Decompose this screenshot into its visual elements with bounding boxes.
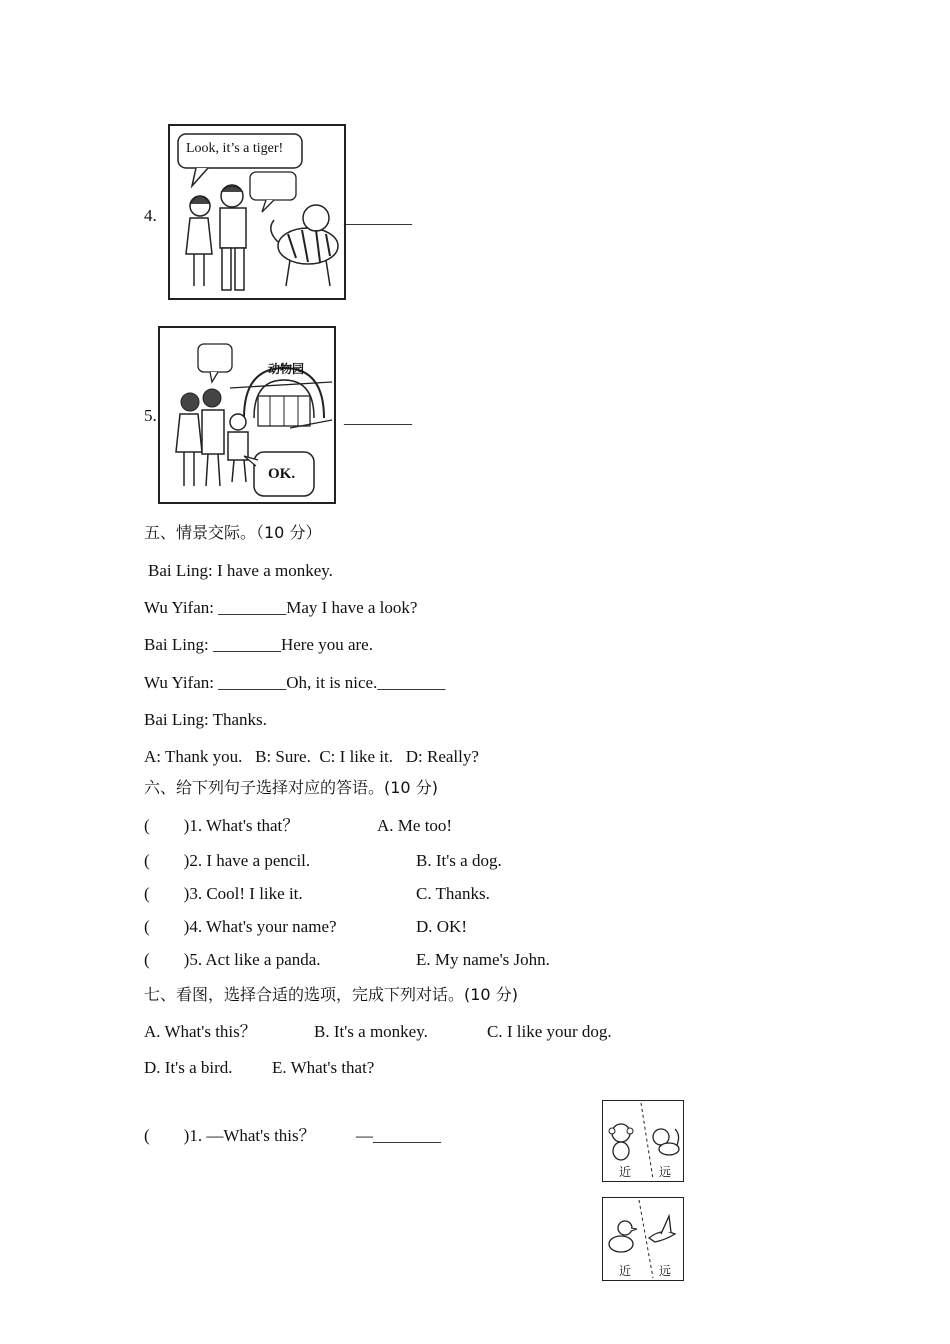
far-label-1: 远 <box>659 1165 672 1179</box>
dialogue-line-2: Wu Yifan: ________May I have a look? <box>144 598 418 617</box>
q5-number: 5. <box>144 406 157 425</box>
match-answer-b: B. It's a dog. <box>416 851 502 870</box>
q5-speech-bubble-text: OK. <box>268 466 296 482</box>
q5-gate-sign: 动物园 <box>268 362 305 376</box>
near-label-2: 近 <box>619 1264 632 1278</box>
match-answer-c: C. Thanks. <box>416 884 490 903</box>
dialogue-line-4: Wu Yifan: ________Oh, it is nice.________ <box>144 673 446 692</box>
q4-number: 4. <box>144 206 157 225</box>
far-label-2: 远 <box>659 1264 672 1278</box>
q5-answer-blank[interactable]: ________ <box>344 408 412 427</box>
section6-title: 六、给下列句子选择对应的答语。(10 分) <box>144 778 438 797</box>
section7-answer-blank-1[interactable]: —________ <box>356 1126 441 1145</box>
option-c: C. I like your dog. <box>487 1022 612 1041</box>
section5-title: 五、情景交际。（10 分） <box>144 523 322 542</box>
option-d: D. It's a bird. <box>144 1058 233 1077</box>
match-answer-a: A. Me too! <box>377 816 453 835</box>
q4-speech-bubble-text: Look, it’s a tiger! <box>186 141 284 156</box>
option-b: B. It's a monkey. <box>314 1022 428 1041</box>
match-answer-d: D. OK! <box>416 917 467 936</box>
match-question-2: ( )2. I have a pencil. <box>144 851 311 870</box>
near-label-1: 近 <box>619 1165 632 1179</box>
section7-title: 七、看图，选择合适的选项，完成下列对话。(10 分) <box>144 985 518 1004</box>
dialogue-line-5: Bai Ling: Thanks. <box>144 710 267 729</box>
q4-picture <box>168 124 346 300</box>
dialogue-line-3: Bai Ling: ________Here you are. <box>144 635 373 654</box>
q4-answer-blank[interactable]: ________ <box>344 208 412 227</box>
match-question-4: ( )4. What's your name? <box>144 917 337 936</box>
dialogue-line-1: Bai Ling: I have a monkey. <box>148 561 333 580</box>
option-a: A. What's this？ <box>144 1022 257 1041</box>
q5-picture <box>158 326 336 504</box>
match-question-1: ( )1. What's that？ <box>144 816 300 835</box>
match-question-5: ( )5. Act like a panda. <box>144 950 321 969</box>
match-answer-e: E. My name's John. <box>416 950 550 969</box>
duck-bird-picture <box>602 1197 684 1281</box>
zoo-gate-illustration <box>160 328 334 502</box>
monkey-dog-picture <box>602 1100 684 1182</box>
option-e: E. What's that? <box>272 1058 375 1077</box>
section7-question-1: ( )1. —What's this？ <box>144 1126 316 1145</box>
section5-options: A: Thank you. B: Sure. C: I like it. D: Really? <box>144 747 479 766</box>
match-question-3: ( )3. Cool! I like it. <box>144 884 303 903</box>
